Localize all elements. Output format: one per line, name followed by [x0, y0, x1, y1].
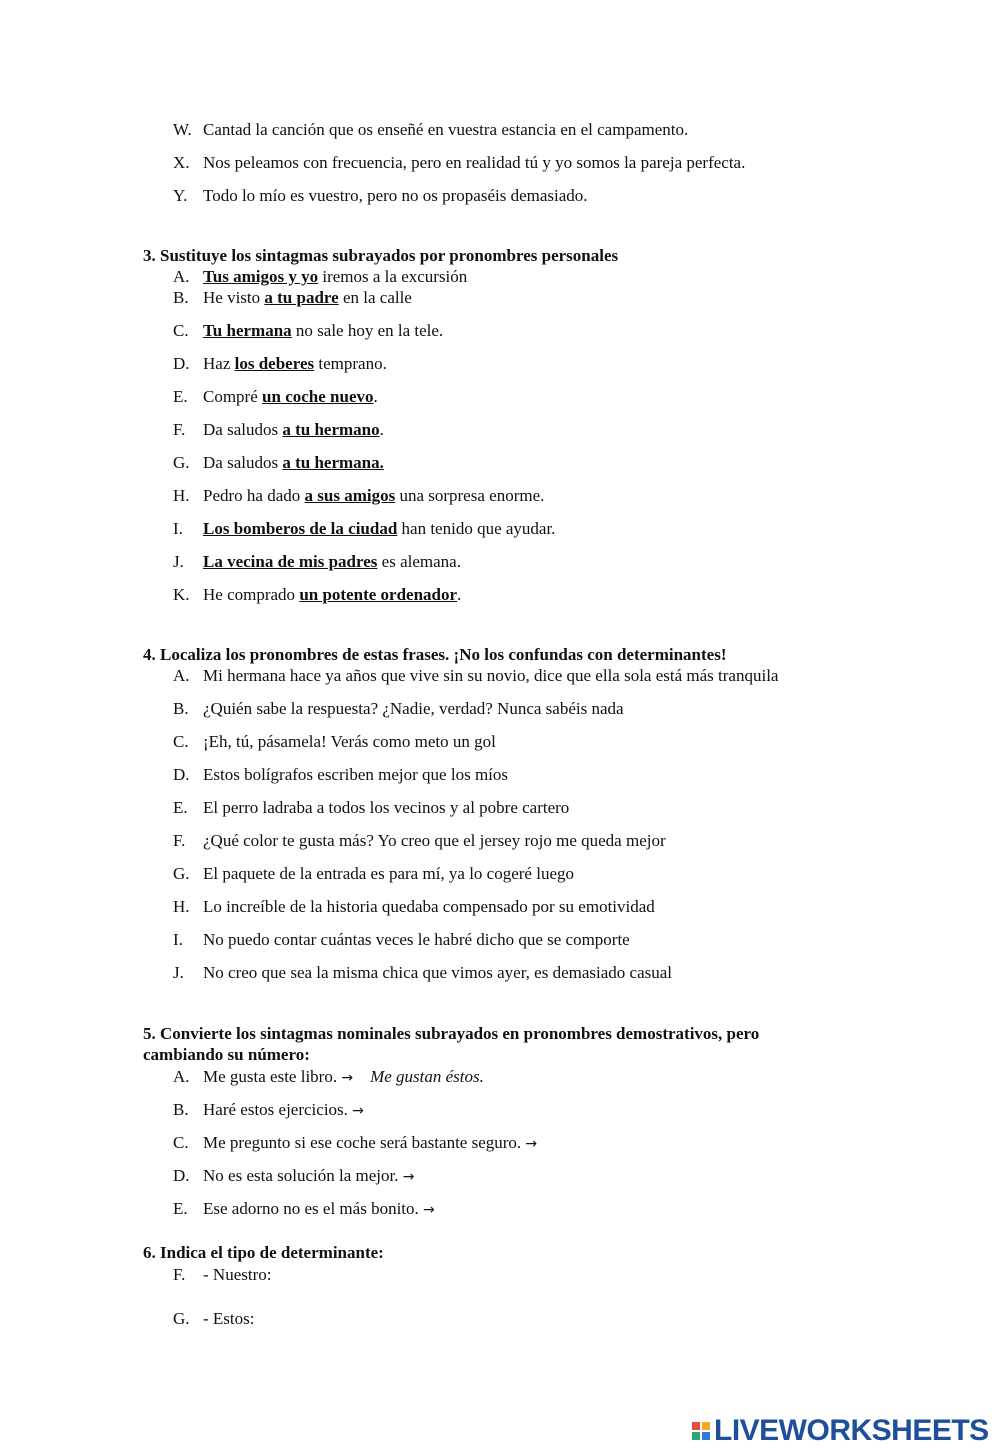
item-text: Me pregunto si ese coche será bastante seguro. → [203, 1133, 538, 1152]
item-text: Tu hermana no sale hoy en la tele. [203, 321, 444, 340]
underlined-phrase: Tu hermana [203, 321, 292, 340]
item-text: Da saludos a tu hermano. [203, 420, 384, 439]
logo-tile [702, 1432, 710, 1440]
item-text: No creo que sea la misma chica que vimos ayer, es demasiado casual [203, 963, 673, 982]
item-text: La vecina de mis padres es alemana. [203, 552, 461, 571]
item-marker: J. [173, 963, 184, 982]
item-text: No puedo contar cuántas veces le habré dicho que se comporte [203, 930, 630, 949]
item-marker: Y. [173, 186, 188, 205]
item-text: He visto a tu padre en la calle [203, 288, 412, 307]
item-marker: I. [173, 930, 183, 949]
section-4-title: 4. Localiza los pronombres de estas frases. ¡No los confundas con determinantes! [143, 645, 727, 664]
item-text: Nos peleamos con frecuencia, pero en realidad tú y yo somos la pareja perfecta. [203, 153, 746, 172]
item-text: No es esta solución la mejor. → [203, 1166, 415, 1185]
logo-tile [692, 1422, 700, 1430]
item-marker: A. [173, 666, 190, 685]
item-marker: G. [173, 864, 190, 883]
item-text: - Nuestro: [203, 1265, 272, 1284]
arrow-right-icon: → [402, 1169, 415, 1185]
item-text: El perro ladraba a todos los vecinos y al pobre cartero [203, 798, 570, 817]
item-marker: E. [173, 387, 188, 406]
item-text: He comprado un potente ordenador. [203, 585, 462, 604]
item-marker: G. [173, 453, 190, 472]
item-marker: E. [173, 798, 188, 817]
item-marker: A. [173, 1067, 190, 1086]
item-marker: F. [173, 1265, 186, 1284]
item-text: Lo increíble de la historia quedaba compensado por su emotividad [203, 897, 655, 916]
logo-tile [702, 1422, 710, 1430]
arrow-right-icon: → [352, 1103, 364, 1119]
item-marker: B. [173, 288, 189, 307]
item-marker: C. [173, 321, 189, 340]
arrow-right-icon: → [525, 1136, 538, 1152]
item-marker: J. [173, 552, 184, 571]
item-marker: G. [173, 1309, 190, 1328]
item-text: ¿Quién sabe la respuesta? ¿Nadie, verdad? Nunca sabéis nada [203, 699, 624, 718]
item-marker: D. [173, 1166, 190, 1185]
item-marker: A. [173, 267, 190, 286]
item-text: Ese adorno no es el más bonito. → [203, 1199, 435, 1218]
section-5-title: 5. Convierte los sintagmas nominales subrayados en pronombres demostrativos, pero [143, 1024, 760, 1043]
underlined-phrase: un coche nuevo [262, 387, 374, 406]
liveworksheets-logo [692, 1415, 989, 1447]
item-text: Pedro ha dado a sus amigos una sorpresa enorme. [203, 486, 545, 505]
underlined-phrase: un potente ordenador [299, 585, 458, 604]
item-text: ¿Qué color te gusta más? Yo creo que el jersey rojo me queda mejor [203, 831, 666, 850]
item-marker: B. [173, 1100, 189, 1119]
item-marker: F. [173, 831, 186, 850]
item-marker: X. [173, 153, 190, 172]
item-marker: I. [173, 519, 183, 538]
liveworksheets-logo-icon [692, 1422, 710, 1440]
item-marker: F. [173, 420, 186, 439]
underlined-phrase: Tus amigos y yo [203, 267, 319, 286]
item-text: Compré un coche nuevo. [203, 387, 378, 406]
item-marker: D. [173, 765, 190, 784]
item-text: ¡Eh, tú, pásamela! Verás como meto un gol [203, 732, 496, 751]
underlined-phrase: Los bomberos de la ciudad [203, 519, 398, 538]
section-5-title-cont: cambiando su número: [143, 1045, 310, 1064]
item-marker: K. [173, 585, 190, 604]
arrow-right-icon: → [341, 1070, 354, 1086]
section-3-title: 3. Sustituye los sintagmas subrayados por pronombres personales [143, 246, 619, 265]
item-text: Estos bolígrafos escriben mejor que los míos [203, 765, 509, 784]
underlined-phrase: a sus amigos [304, 486, 396, 505]
item-marker: B. [173, 699, 189, 718]
underlined-phrase: a tu padre [264, 288, 339, 307]
arrow-right-icon: → [423, 1202, 435, 1218]
item-text: Da saludos a tu hermana. [203, 453, 384, 472]
item-marker: D. [173, 354, 190, 373]
item-marker: E. [173, 1199, 188, 1218]
item-marker: W. [173, 120, 192, 139]
item-text: Todo lo mío es vuestro, pero no os propaséis demasiado. [203, 186, 588, 205]
underlined-phrase: La vecina de mis padres [203, 552, 378, 571]
item-text: Mi hermana hace ya años que vive sin su novio, dice que ella sola está más tranquila [203, 666, 779, 685]
example-answer: Me gustan éstos. [370, 1067, 484, 1086]
brand-name: LIVEWORKSHEETS [714, 1414, 989, 1447]
item-marker: C. [173, 1133, 189, 1152]
item-text: Tus amigos y yo iremos a la excursión [203, 267, 468, 286]
underlined-phrase: a tu hermano [282, 420, 380, 439]
item-text: Haré estos ejercicios. → [203, 1100, 364, 1119]
item-text: Haz los deberes temprano. [203, 354, 387, 373]
item-marker: H. [173, 486, 190, 505]
item-text: Me gusta este libro. → Me gustan éstos. [203, 1067, 484, 1086]
logo-tile [692, 1432, 700, 1440]
underlined-phrase: los deberes [234, 354, 315, 373]
item-marker: C. [173, 732, 189, 751]
underlined-phrase: a tu hermana. [282, 453, 384, 472]
section-6-title: 6. Indica el tipo de determinante: [143, 1243, 384, 1262]
item-marker: H. [173, 897, 190, 916]
item-text: El paquete de la entrada es para mí, ya lo cogeré luego [203, 864, 574, 883]
item-text: - Estos: [203, 1309, 255, 1328]
item-text: Los bomberos de la ciudad han tenido que ayudar. [203, 519, 556, 538]
item-text: Cantad la canción que os enseñé en vuestra estancia en el campamento. [203, 120, 689, 139]
